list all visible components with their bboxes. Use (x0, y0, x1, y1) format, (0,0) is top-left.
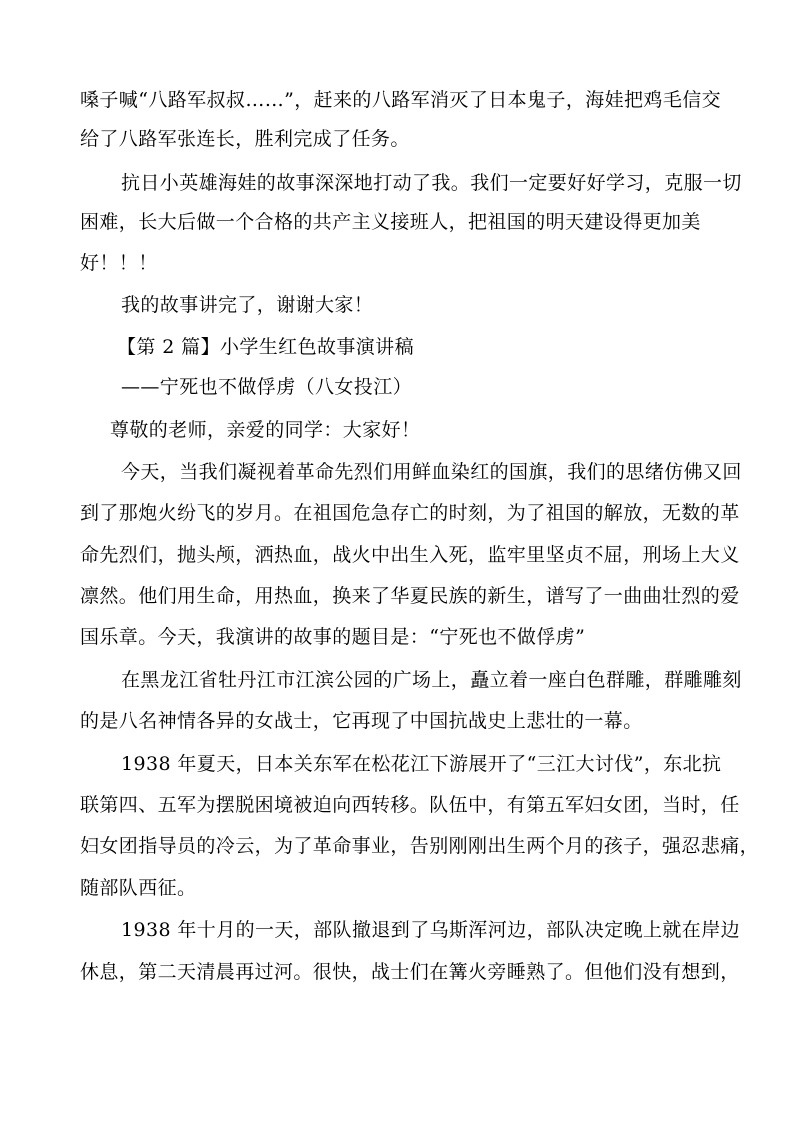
text-line-17: 1938 年夏天，日本关东军在松花江下游展开了“三江大讨伐”，东北抗 (121, 753, 722, 775)
text-line-20: 随部队西征。 (80, 877, 197, 899)
text-line-21: 1938 年十月的一天，部队撤退到了乌斯浑河边，部队决定晚上就在岸边 (121, 919, 740, 941)
text-line-2: 给了八路军张连长，胜利完成了任务。 (80, 128, 410, 150)
text-line-5: 好！！！ (80, 252, 158, 274)
text-line-13: 凛然。他们用生命，用热血，换来了华夏民族的新生，谱写了一曲曲壮烈的爱 (80, 585, 740, 607)
text-line-10: 今天，当我们凝视着革命先烈们用鲜血染红的国旗，我们的思绪仿佛又回 (121, 461, 742, 483)
text-line-3: 抗日小英雄海娃的故事深深地打动了我。我们一定要好好学习，克服一切 (121, 172, 742, 194)
section-subtitle: ——宁死也不做俘虏（八女投江） (121, 376, 413, 398)
text-line-1: 嗓子喊“八路军叔叔……”，赶来的八路军消灭了日本鬼子，海娃把鸡毛信交 (80, 89, 722, 111)
text-line-18: 联第四、五军为摆脱困境被迫向西转移。队伍中，有第五军妇女团，当时，任 (80, 794, 740, 816)
text-line-19: 妇女团指导员的冷云，为了革命事业，告别刚刚出生两个月的孩子，强忍悲痛， (80, 835, 760, 857)
text-line-11: 到了那炮火纷飞的岁月。在祖国危急存亡的时刻，为了祖国的解放，无数的革 (80, 502, 740, 524)
text-line-16: 的是八名神情各异的女战士，它再现了中国抗战史上悲壮的一幕。 (80, 710, 643, 732)
text-line-15: 在黑龙江省牡丹江市江滨公园的广场上，矗立着一座白色群雕，群雕雕刻 (121, 669, 742, 691)
text-line-12: 命先烈们，抛头颅，洒热血，战火中出生入死，监牢里坚贞不屈，刑场上大义 (80, 544, 740, 566)
greeting-line: 尊敬的老师，亲爱的同学：大家好！ (110, 419, 421, 441)
text-line-22: 休息，第二天清晨再过河。很快，战士们在篝火旁睡熟了。但他们没有想到， (80, 961, 740, 983)
section-heading: 【第 2 篇】小学生红色故事演讲稿 (117, 336, 414, 358)
text-line-4: 困难，长大后做一个合格的共产主义接班人，把祖国的明天建设得更加美 (80, 211, 701, 233)
text-line-14: 国乐章。今天，我演讲的故事的题目是：“宁死也不做俘虏” (80, 626, 586, 648)
text-line-6: 我的故事讲完了，谢谢大家！ (121, 294, 374, 316)
